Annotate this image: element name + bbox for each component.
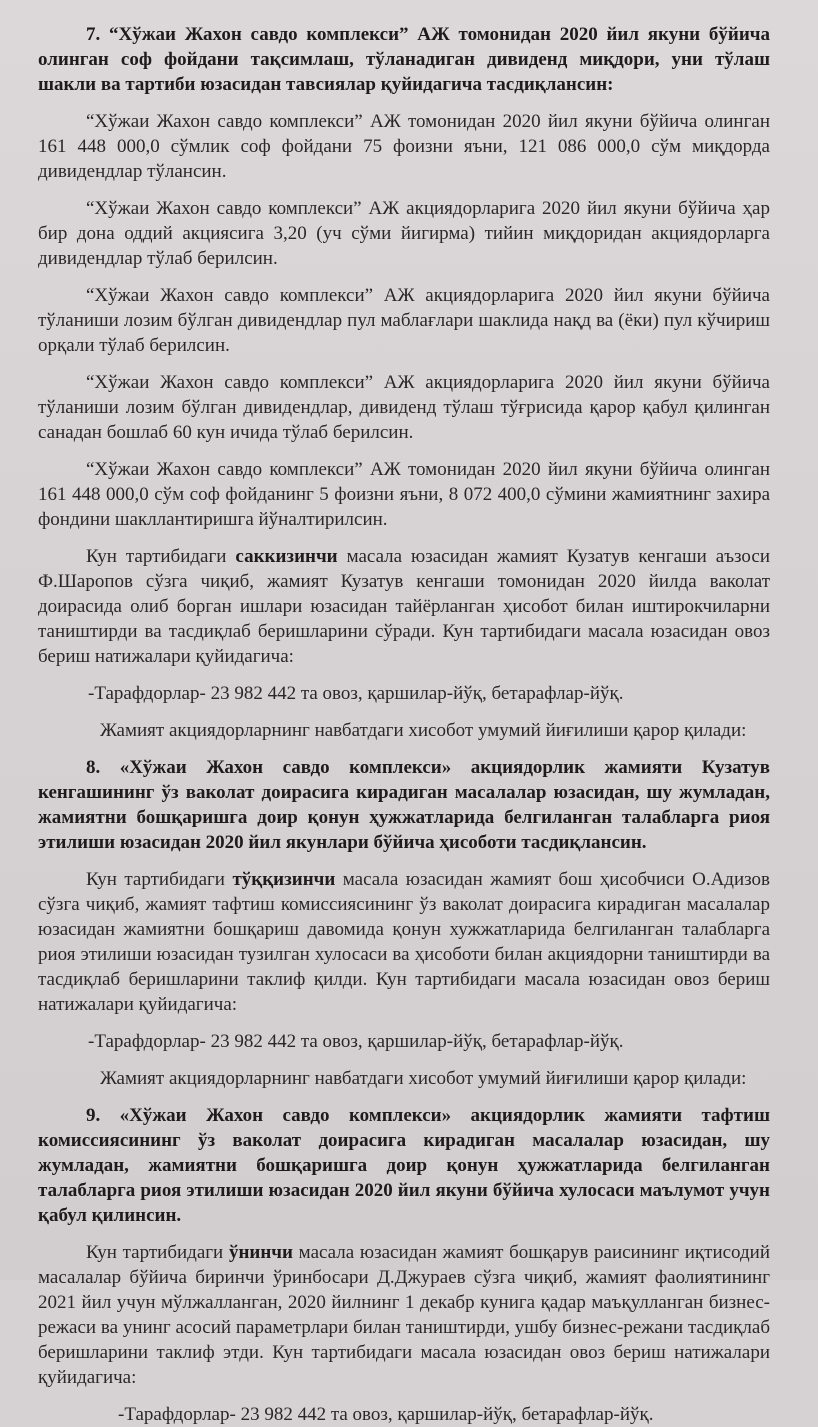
- text-run: масала юзасидан жамият бошқарув раисининг иқтисодий масалалар бўйича биринчи ўринбосари Д.Джураев сўзга чиқиб, жамият фаолиятининг 2021 йил учун мўлжалланган, 2020 йилнинг 1 декабр кунига қадар маъқулланган бизнес-режаси ва унинг асосий параметрлари билан таништирди, ушбу бизнес-режани тасдиқлаб беришларини таклиф этди. Кун тартибидаги масала юзасидан овоз бериш натижалари қуйидагича:: [38, 1242, 770, 1388]
- paragraph-payment-form: “Хўжаи Жахон савдо комплекси” АЖ акциядорларига 2020 йил якуни бўйича тўланиши лозим бўлган дивидендлар пул маблағлари шаклида нақд ва (ёки) пул кўчириш орқали тўлаб берилсин.: [38, 285, 770, 356]
- text-run: Кун тартибидаги: [86, 1242, 229, 1263]
- vote-result-3: -Тарафдорлар- 23 982 442 та овоз, қаршилар-йўқ, бетарафлар-йўқ.: [118, 1404, 654, 1425]
- vote-result-1: -Тарафдорлар- 23 982 442 та овоз, қаршилар-йўқ, бетарафлар-йўқ.: [88, 683, 624, 704]
- paragraph-item-ten: [38, 1240, 770, 1390]
- text-run: Кун тартибидаги: [86, 546, 236, 567]
- ordinal-ninth: тўққизинчи: [232, 869, 336, 890]
- ordinal-eighth: саккизинчи: [235, 546, 338, 567]
- text-run: Кун тартибидаги: [86, 869, 233, 890]
- ordinal-tenth: ўнинчи: [228, 1242, 293, 1263]
- paragraph-item-eight: [38, 544, 770, 669]
- text-run: масала юзасидан жамият бош ҳисобчиси О.Адизов сўзга чиқиб, жамият тафтиш комиссиясининг ўз ваколат доирасига кирадиган масалалар юзасидан жамиятни бошқариш давомида қонун хужжатларида белгиланган талабларга риоя этилиши юзасидан тузилган хулосаси ва ҳисоботи билан акциядорни таништирди ва тасдиқлаб беришларини таклиф қилди. Кун тартибидаги масала юзасидан овоз бериш натижалари қуйидагича:: [38, 869, 770, 1015]
- section-8-heading: 8. «Хўжаи Жахон савдо комплекси» акциядорлик жамияти Кузатув кенгашининг ўз ваколат доирасига кирадиган масалалар юзасидан, шу жумладан, жамиятни бошқаришга доир қонун ҳужжатларида белгиланган талабларга риоя этилиши юзасидан 2020 йил якунлари бўйича ҳисоботи тасдиқлансин.: [38, 757, 770, 853]
- paragraph-item-nine: [38, 867, 770, 1017]
- vote-result-2: -Тарафдорлар- 23 982 442 та овоз, қаршилар-йўқ, бетарафлар-йўқ.: [88, 1031, 624, 1052]
- paragraph-net-profit-dividends: “Хўжаи Жахон савдо комплекси” АЖ томонидан 2020 йил якуни бўйича олинган 161 448 000,0 сўмлик соф фойдани 75 фоизни яъни, 121 086 000,0 сўм миқдорда дивидендлар тўлансин.: [38, 111, 770, 182]
- paragraph-dividend-per-share: “Хўжаи Жахон савдо комплекси” АЖ акциядорларига 2020 йил якуни бўйича ҳар бир дона оддий акциясига 3,20 (уч сўми йигирма) тийин миқдоридан акциядорларга дивидендлар тўлаб берилсин.: [38, 198, 770, 269]
- decision-line-2: Жамият акциядорларнинг навбатдаги хисобот умумий йиғилиши қарор қилади:: [100, 1068, 747, 1089]
- text-run: масала юзасидан жамият Кузатув кенгаши аъзоси Ф.Шаропов сўзга чиқиб, жамият Кузатув кенгаши томонидан 2020 йилда ваколат доирасида олиб борган ишлари юзасидан тайёрланган ҳисобот билан иштирокчиларни таништирди ва тасдиқлаб беришларини сўради. Кун тартибидаги масала юзасидан овоз бериш натижалари қуйидагича:: [38, 546, 770, 667]
- paragraph-reserve-fund: “Хўжаи Жахон савдо комплекси” АЖ томонидан 2020 йил якуни бўйича олинган 161 448 000,0 сўм соф фойданинг 5 фоизни яъни, 8 072 400,0 сўмини жамиятнинг захира фондини шакллантиришга йўналтирилсин.: [38, 459, 770, 530]
- decision-line-1: Жамият акциядорларнинг навбатдаги хисобот умумий йиғилиши қарор қилади:: [100, 720, 747, 741]
- paragraph-payment-term: “Хўжаи Жахон савдо комплекси” АЖ акциядорларига 2020 йил якуни бўйича тўланиши лозим бўлган дивидендлар, дивиденд тўлаш тўғрисида қарор қабул қилинган санадан бошлаб 60 кун ичида тўлаб берилсин.: [38, 372, 770, 443]
- section-7-heading: 7. “Хўжаи Жахон савдо комплекси” АЖ томонидан 2020 йил якуни бўйича олинган соф фойдани тақсимлаш, тўланадиган дивиденд миқдори, уни тўлаш шакли ва тартиби юзасидан тавсиялар қуйидагича тасдиқлансин:: [38, 24, 770, 95]
- section-9-heading: 9. «Хўжаи Жахон савдо комплекси» акциядорлик жамияти тафтиш комиссиясининг ўз ваколат доирасига кирадиган масалалар юзасидан, шу жумладан, жамиятни бошқаришга доир қонун ҳужжатларида белгиланган талабларга риоя этилиши юзасидан 2020 йил якуни бўйича хулосаси маълумот учун қабул қилинсин.: [38, 1105, 770, 1226]
